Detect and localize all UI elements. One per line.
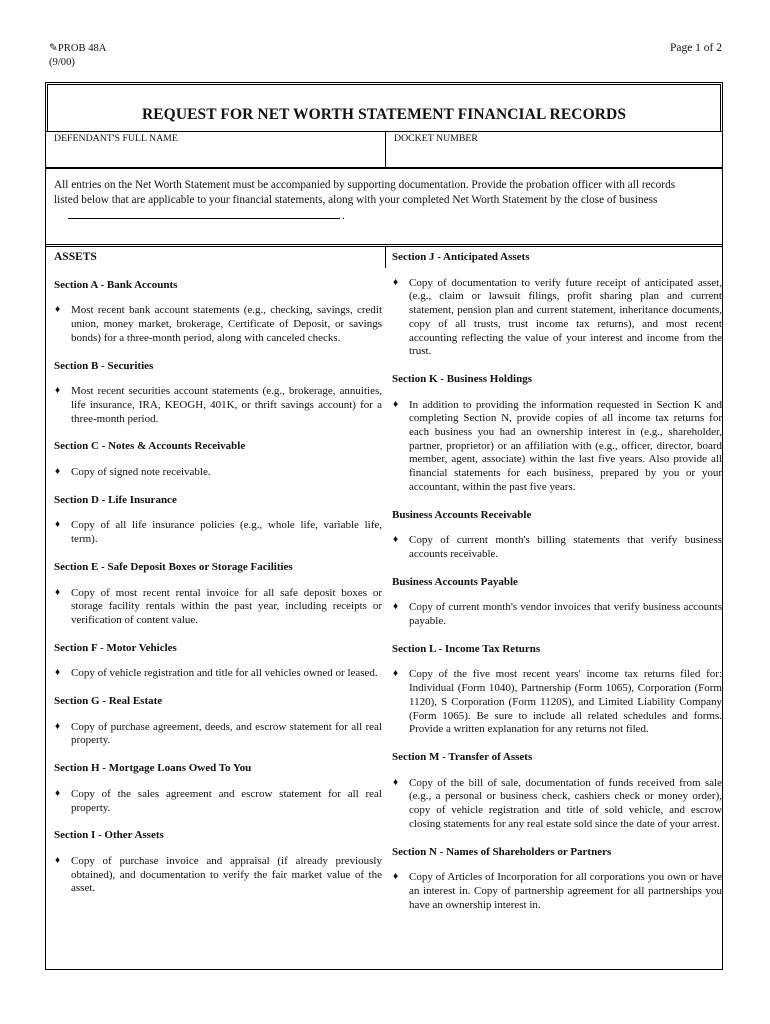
- record-item-text: Copy of most recent rental invoice for all safe deposit boxes or storage facility rentals within the past year, including receipts or verification of content value.: [71, 586, 382, 626]
- document-section: [54, 279, 382, 346]
- diamond-bullet-icon: ♦: [55, 385, 61, 397]
- record-item: [54, 667, 382, 681]
- record-item: [54, 855, 382, 896]
- record-item: [54, 385, 382, 426]
- record-item-text: Copy of purchase agreement, deeds, and escrow statement for all real property.: [71, 720, 382, 747]
- assets-column: [54, 251, 382, 910]
- diamond-bullet-icon: ♦: [393, 398, 399, 410]
- defendant-name-label: DEFENDANT'S FULL NAME: [54, 133, 178, 144]
- record-item: [54, 466, 382, 480]
- record-item-text: Copy of current month's vendor invoices that verify business accounts payable.: [409, 601, 722, 628]
- section-title: Business Accounts Receivable: [392, 508, 532, 521]
- section-title: Section L - Income Tax Returns: [392, 642, 541, 655]
- document-section: [392, 509, 722, 562]
- document-section: [392, 751, 722, 832]
- diamond-bullet-icon: ♦: [55, 667, 61, 679]
- record-item-text: Copy of Articles of Incorporation for all corporations you own or have an interest in. Copy of partnership agreement for all partnerships you have an ownership interest in.: [409, 871, 722, 911]
- record-item-text: Copy of purchase invoice and appraisal (if already previously obtained), and documentation to verify the fair market value of the asset.: [71, 854, 382, 895]
- form-date: (9/00): [49, 57, 75, 68]
- diamond-bullet-icon: ♦: [55, 787, 61, 799]
- record-item: [54, 304, 382, 345]
- section-title: Section M - Transfer of Assets: [392, 750, 533, 763]
- instructions-end: .: [342, 210, 345, 222]
- document-section: [54, 762, 382, 815]
- record-item-text: Most recent securities account statements (e.g., brokerage, annuities, life insurance, IRA, KEOGH, 401K, or thrift savings account) for a three-month period.: [71, 385, 382, 425]
- document-section: [54, 642, 382, 681]
- diamond-bullet-icon: ♦: [393, 534, 399, 546]
- form-title: REQUEST FOR NET WORTH STATEMENT FINANCIAL RECORDS: [141, 106, 627, 123]
- section-title: Section B - Securities: [54, 359, 154, 372]
- record-item: [392, 601, 722, 628]
- record-item-text: Copy of the five most recent years' income tax returns filed for: Individual (Form 1040), Partnership (Form 1065), Corporation (Form 1120), S Corporation (Form 1120S), and Limited Liability Company (Form 1065). Be sure to include all related schedules and forms. Provide a written explanation for any returns not filed.: [409, 668, 722, 736]
- record-item: [392, 777, 722, 832]
- business-date-field[interactable]: [68, 208, 340, 219]
- record-item: [392, 399, 722, 495]
- diamond-bullet-icon: ♦: [393, 668, 399, 680]
- record-item-text: Most recent bank account statements (e.g., checking, savings, credit union, money market, brokerage, Certificate of Deposit, or savings bonds) for a three-month period, along with canceled checks.: [71, 304, 382, 344]
- record-item-text: Copy of the bill of sale, documentation of funds received from sale (e.g., a personal or business check, cashiers check or money order), copy of vehicle registration and title of sold vehicle, and escrow closing statements for any real estate sold since the date of your arrest.: [409, 776, 722, 830]
- record-item: [54, 788, 382, 815]
- section-title: Section K - Business Holdings: [392, 372, 532, 385]
- diamond-bullet-icon: ♦: [393, 276, 399, 288]
- section-title: Section G - Real Estate: [54, 695, 163, 708]
- diamond-bullet-icon: ♦: [55, 586, 61, 598]
- form-box: [45, 82, 723, 970]
- record-item-text: Copy of current month's billing statements that verify business accounts receivable.: [409, 534, 722, 560]
- diamond-bullet-icon: ♦: [55, 854, 61, 866]
- diamond-bullet-icon: ♦: [393, 776, 399, 788]
- document-section: [392, 251, 722, 359]
- diamond-bullet-icon: ♦: [55, 466, 61, 478]
- section-title: Section N - Names of Shareholders or Partners: [392, 845, 612, 858]
- record-item: [392, 871, 722, 912]
- section-title: Business Accounts Payable: [392, 575, 518, 588]
- record-item: [392, 668, 722, 737]
- document-section: [54, 494, 382, 547]
- document-section: [54, 440, 382, 479]
- section-title: Section C - Notes & Accounts Receivable: [54, 440, 246, 453]
- record-item-text: Copy of vehicle registration and title for all vehicles owned or leased.: [71, 667, 378, 680]
- record-item-text: Copy of all life insurance policies (e.g., whole life, variable life, term).: [71, 519, 382, 546]
- section-title: Section F - Motor Vehicles: [54, 641, 177, 654]
- record-item-text: Copy of signed note receivable.: [71, 466, 211, 479]
- diamond-bullet-icon: ♦: [393, 871, 399, 883]
- record-item: [392, 534, 722, 561]
- diamond-bullet-icon: ♦: [55, 519, 61, 531]
- section-title: Section I - Other Assets: [54, 829, 164, 842]
- page-number: Page 1 of 2: [669, 42, 722, 54]
- record-item-text: In addition to providing the information requested in Section K and completing Section N, provide copies of all income tax returns for each business you had an ownership interest in (e.g., shareholder, partner, proprietor) or an affiliation with (e.g., officer, director, board member, agent, associate) within the last five years. Also provide all financial statements for each business, prepared by you or your accountant, within the past five years.: [409, 398, 722, 493]
- business-column: [392, 251, 722, 926]
- identity-fields: [46, 131, 722, 169]
- document-section: [54, 360, 382, 427]
- section-divider: [46, 244, 722, 247]
- instructions: [54, 178, 698, 224]
- section-title: Section E - Safe Deposit Boxes or Storage Facilities: [54, 560, 293, 573]
- record-item-text: Copy of the sales agreement and escrow statement for all real property.: [71, 787, 382, 814]
- record-item: [54, 587, 382, 628]
- document-section: [392, 576, 722, 629]
- pencil-icon: ✎: [49, 43, 58, 54]
- document-section: [54, 695, 382, 748]
- section-title: Section H - Mortgage Loans Owed To You: [54, 762, 252, 775]
- document-section: [392, 373, 722, 495]
- docket-number-label: DOCKET NUMBER: [394, 133, 478, 144]
- record-item-text: Copy of documentation to verify future receipt of anticipated asset, (e.g., claim or lawsuit filings, profit sharing plan and current statement, pension plan and current statement, inheritance documents, copy of all trusts, trust income tax returns), and most recent accounting reflecting the value of your interest and income from the trust.: [409, 276, 722, 358]
- defendant-name-field[interactable]: [46, 133, 178, 144]
- column-divider: [385, 247, 386, 268]
- instructions-text: All entries on the Net Worth Statement must be accompanied by supporting documentation. Provide the probation officer with all records listed below that are applicable to your financial statements, along with your completed Net Worth Statement by the close of business: [54, 179, 676, 206]
- form-title-box: [46, 83, 722, 132]
- form-code: PROB 48A: [57, 43, 107, 54]
- title-frame: [47, 84, 721, 131]
- section-title: Section J - Anticipated Assets: [392, 251, 530, 263]
- record-item: [392, 277, 722, 359]
- diamond-bullet-icon: ♦: [393, 601, 399, 613]
- diamond-bullet-icon: ♦: [55, 720, 61, 732]
- record-item: [54, 721, 382, 748]
- record-item: [54, 519, 382, 546]
- diamond-bullet-icon: ♦: [55, 304, 61, 316]
- document-section: [54, 829, 382, 896]
- assets-heading: ASSETS: [54, 251, 97, 263]
- document-section: [392, 643, 722, 737]
- form-identifier: [49, 42, 106, 70]
- document-section: [54, 561, 382, 628]
- docket-number-field[interactable]: [385, 131, 478, 167]
- section-title: Section A - Bank Accounts: [54, 278, 178, 291]
- section-title: Section D - Life Insurance: [54, 493, 177, 506]
- document-section: [392, 846, 722, 913]
